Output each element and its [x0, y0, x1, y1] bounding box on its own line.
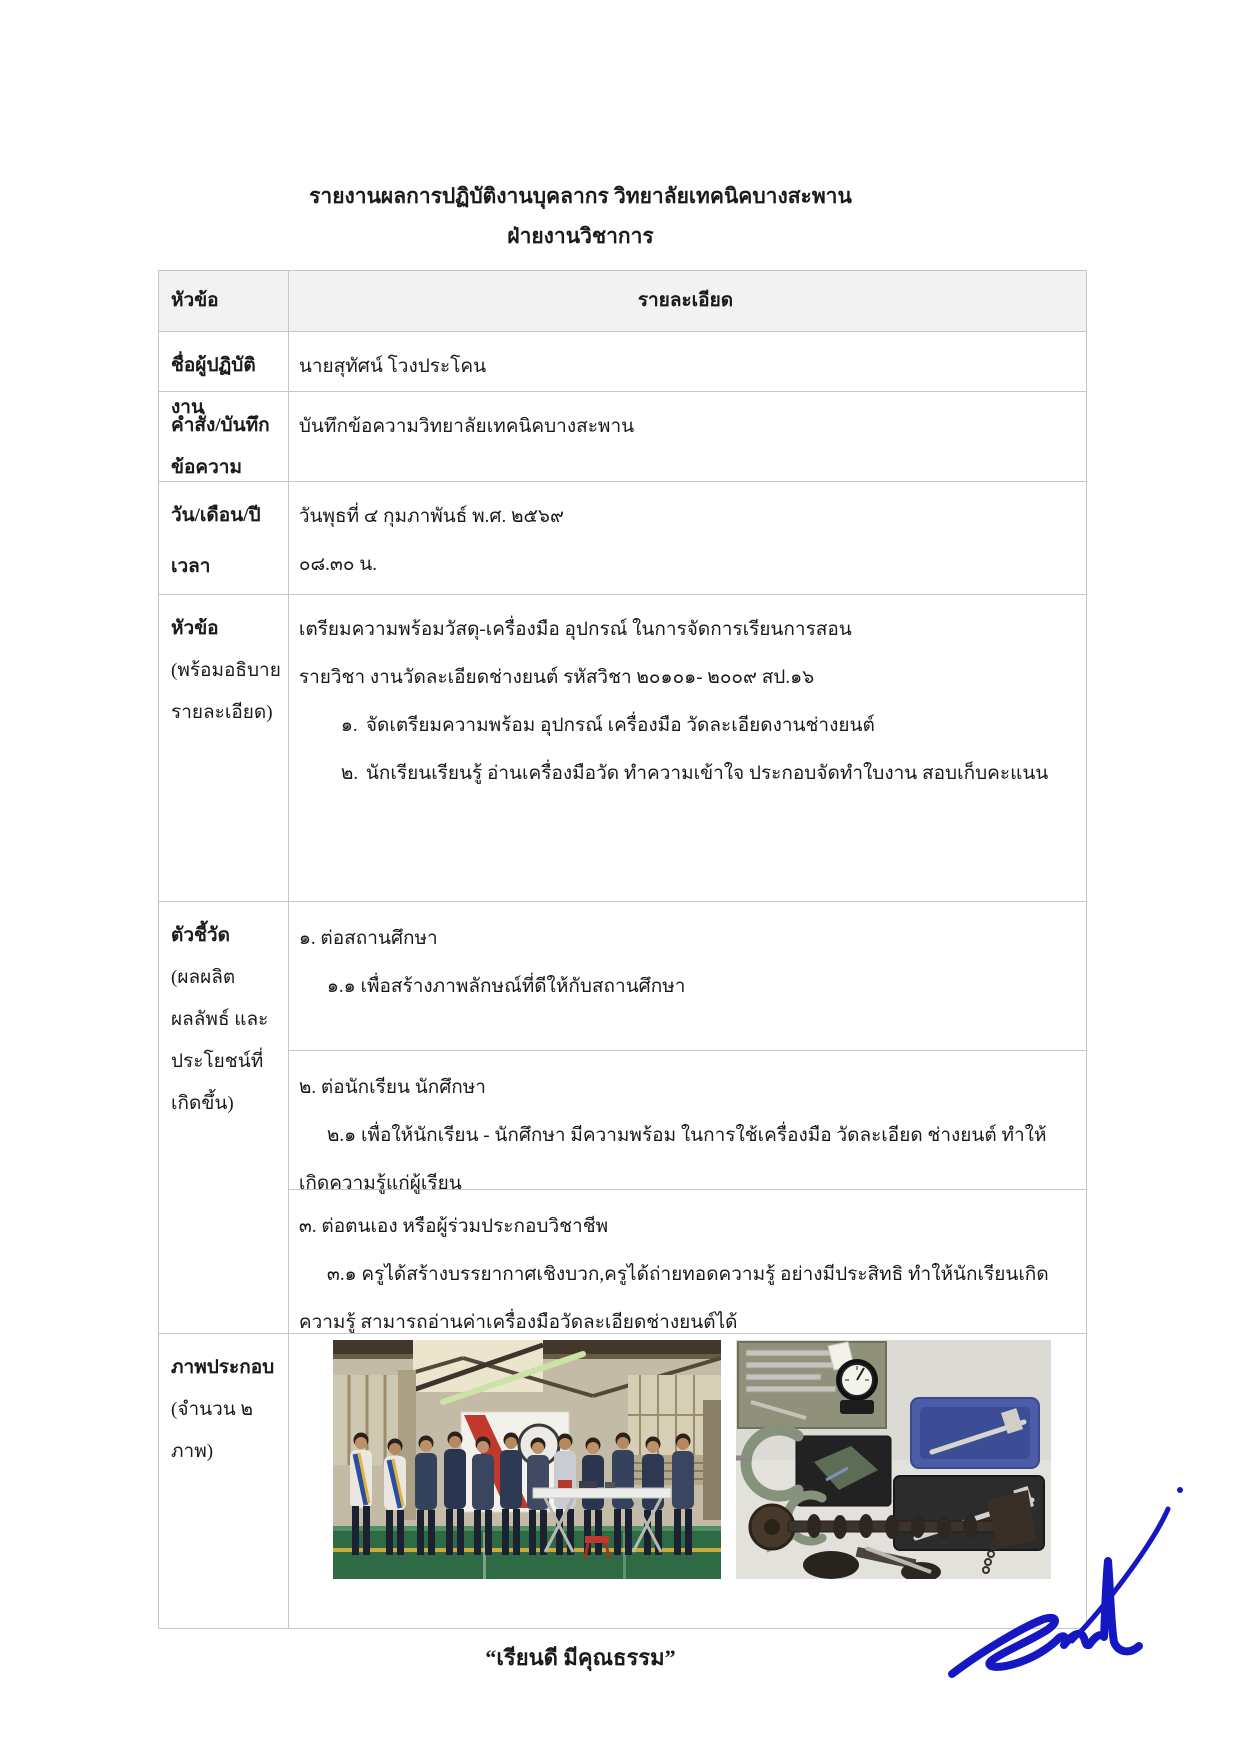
- kpi-sub-head: ๓. ต่อตนเอง หรือผู้ร่วมประกอบวิชาชีพ: [298, 1216, 609, 1237]
- signature-pen-dot: [1177, 1487, 1183, 1493]
- datetime-value-cell: [289, 482, 1086, 594]
- topic-line1: เตรียมความพร้อมวัสดุ-เครื่องมือ อุปกรณ์ ในการจัดการเรียนการสอน: [298, 619, 852, 640]
- topic-label-cell: [159, 595, 289, 901]
- item-text: จัดเตรียมความพร้อม อุปกรณ์ เครื่องมือ วัดละเอียดงานช่างยนต์: [365, 715, 875, 736]
- table-row-topic: [159, 594, 1086, 901]
- images-label-note: (จำนวน ๒ ภาพ): [171, 1399, 254, 1462]
- kpi-sub-head: ๑. ต่อสถานศึกษา: [298, 928, 438, 949]
- students-group-in-workshop-photo: [333, 1340, 721, 1579]
- item-text: นักเรียนเรียนรู้ อ่านเครื่องมือวัด ทำความเข้าใจ ประกอบจัดทำใบงาน สอบเก็บคะแนน: [365, 763, 1049, 784]
- topic-list-item: [299, 750, 1072, 798]
- kpi-sub-body: ๓.๑ ครูได้สร้างบรรยากาศเชิงบวก,ครูได้ถ่ายทอดความรู้ อย่างมีประสิทธิ ทำให้นักเรียนเกิดความรู้ สามารถอ่านค่าเครื่องมือวัดละเอียดช่างยนต์ได้: [298, 1264, 1049, 1333]
- images-label: ภาพประกอบ: [171, 1357, 275, 1378]
- topic-detail-cell: [289, 595, 1086, 901]
- table-row-kpi: [159, 901, 1086, 1333]
- operator-name-label: ชื่อผู้ปฏิบัติงาน: [159, 332, 289, 391]
- table-row-operator-name: [159, 331, 1086, 418]
- kpi-sub-school: [289, 902, 1086, 1050]
- item-number: ๑.: [340, 715, 358, 736]
- kpi-label-note: (ผลผลิต ผลลัพธ์ และ ประโยชน์ที่เกิดขึ้น): [171, 967, 269, 1114]
- header-topic-cell: หัวข้อ: [159, 271, 289, 331]
- topic-line2: รายวิชา งานวัดละเอียดช่างยนต์ รหัสวิชา ๒๐๑๐๑- ๒๐๐๙ สป.๑๖: [298, 667, 815, 688]
- table-header-row: [159, 271, 1086, 331]
- footer-quote: “เรียนดี มีคุณธรรม”: [485, 1645, 676, 1670]
- table-row-memo: [159, 391, 1086, 481]
- operator-name-value: นายสุทัศน์ โวงประโคน: [298, 356, 487, 377]
- kpi-sub-body: ๒.๑ เพื่อให้นักเรียน - นักศึกษา มีความพร้อม ในการใช้เครื่องมือ วัดละเอียด ช่างยนต์ ทำให้เกิดความรู้แก่ผู้เรียน: [298, 1125, 1047, 1194]
- header-detail-cell: รายละเอียด: [637, 290, 734, 311]
- topic-label: หัวข้อ: [171, 618, 219, 639]
- kpi-sub-head: ๒. ต่อนักเรียน นักศึกษา: [298, 1077, 486, 1098]
- memo-label: คำสั่ง/บันทึก ข้อความ: [159, 392, 289, 481]
- memo-value: บันทึกข้อความวิทยาลัยเทคนิคบางสะพาน: [298, 416, 635, 437]
- page-title: รายงานผลการปฏิบัติงานบุคลากร วิทยาลัยเทคนิคบางสะพาน: [309, 184, 852, 208]
- images-label-cell: [159, 1334, 289, 1628]
- date-label: วัน/เดือน/ปี: [171, 505, 261, 526]
- topic-label-note: (พร้อมอธิบาย รายละเอียด): [171, 660, 281, 723]
- handwritten-signature: [938, 1474, 1224, 1710]
- time-label: เวลา: [171, 556, 211, 577]
- time-value: ๐๘.๓๐ น.: [298, 554, 377, 575]
- kpi-detail-cell: [289, 902, 1086, 1333]
- page-subtitle: ฝ่ายงานวิชาการ: [507, 224, 654, 248]
- kpi-sub-self: [289, 1189, 1086, 1334]
- kpi-label: ตัวชี้วัด: [171, 925, 230, 946]
- date-value: วันพุธที่ ๔ กุมภาพันธ์ พ.ศ. ๒๕๖๙: [298, 506, 564, 527]
- datetime-label-cell: [159, 482, 289, 594]
- table-row-datetime: [159, 481, 1086, 594]
- report-table: [158, 270, 1087, 1629]
- topic-list-item: [299, 702, 1072, 750]
- kpi-label-cell: [159, 902, 289, 1333]
- item-number: ๒.: [340, 763, 359, 784]
- document-title-block: [158, 176, 1003, 256]
- kpi-sub-body: ๑.๑ เพื่อสร้างภาพลักษณ์ที่ดีให้กับสถานศึกษา: [326, 976, 686, 997]
- kpi-sub-students: [289, 1050, 1086, 1194]
